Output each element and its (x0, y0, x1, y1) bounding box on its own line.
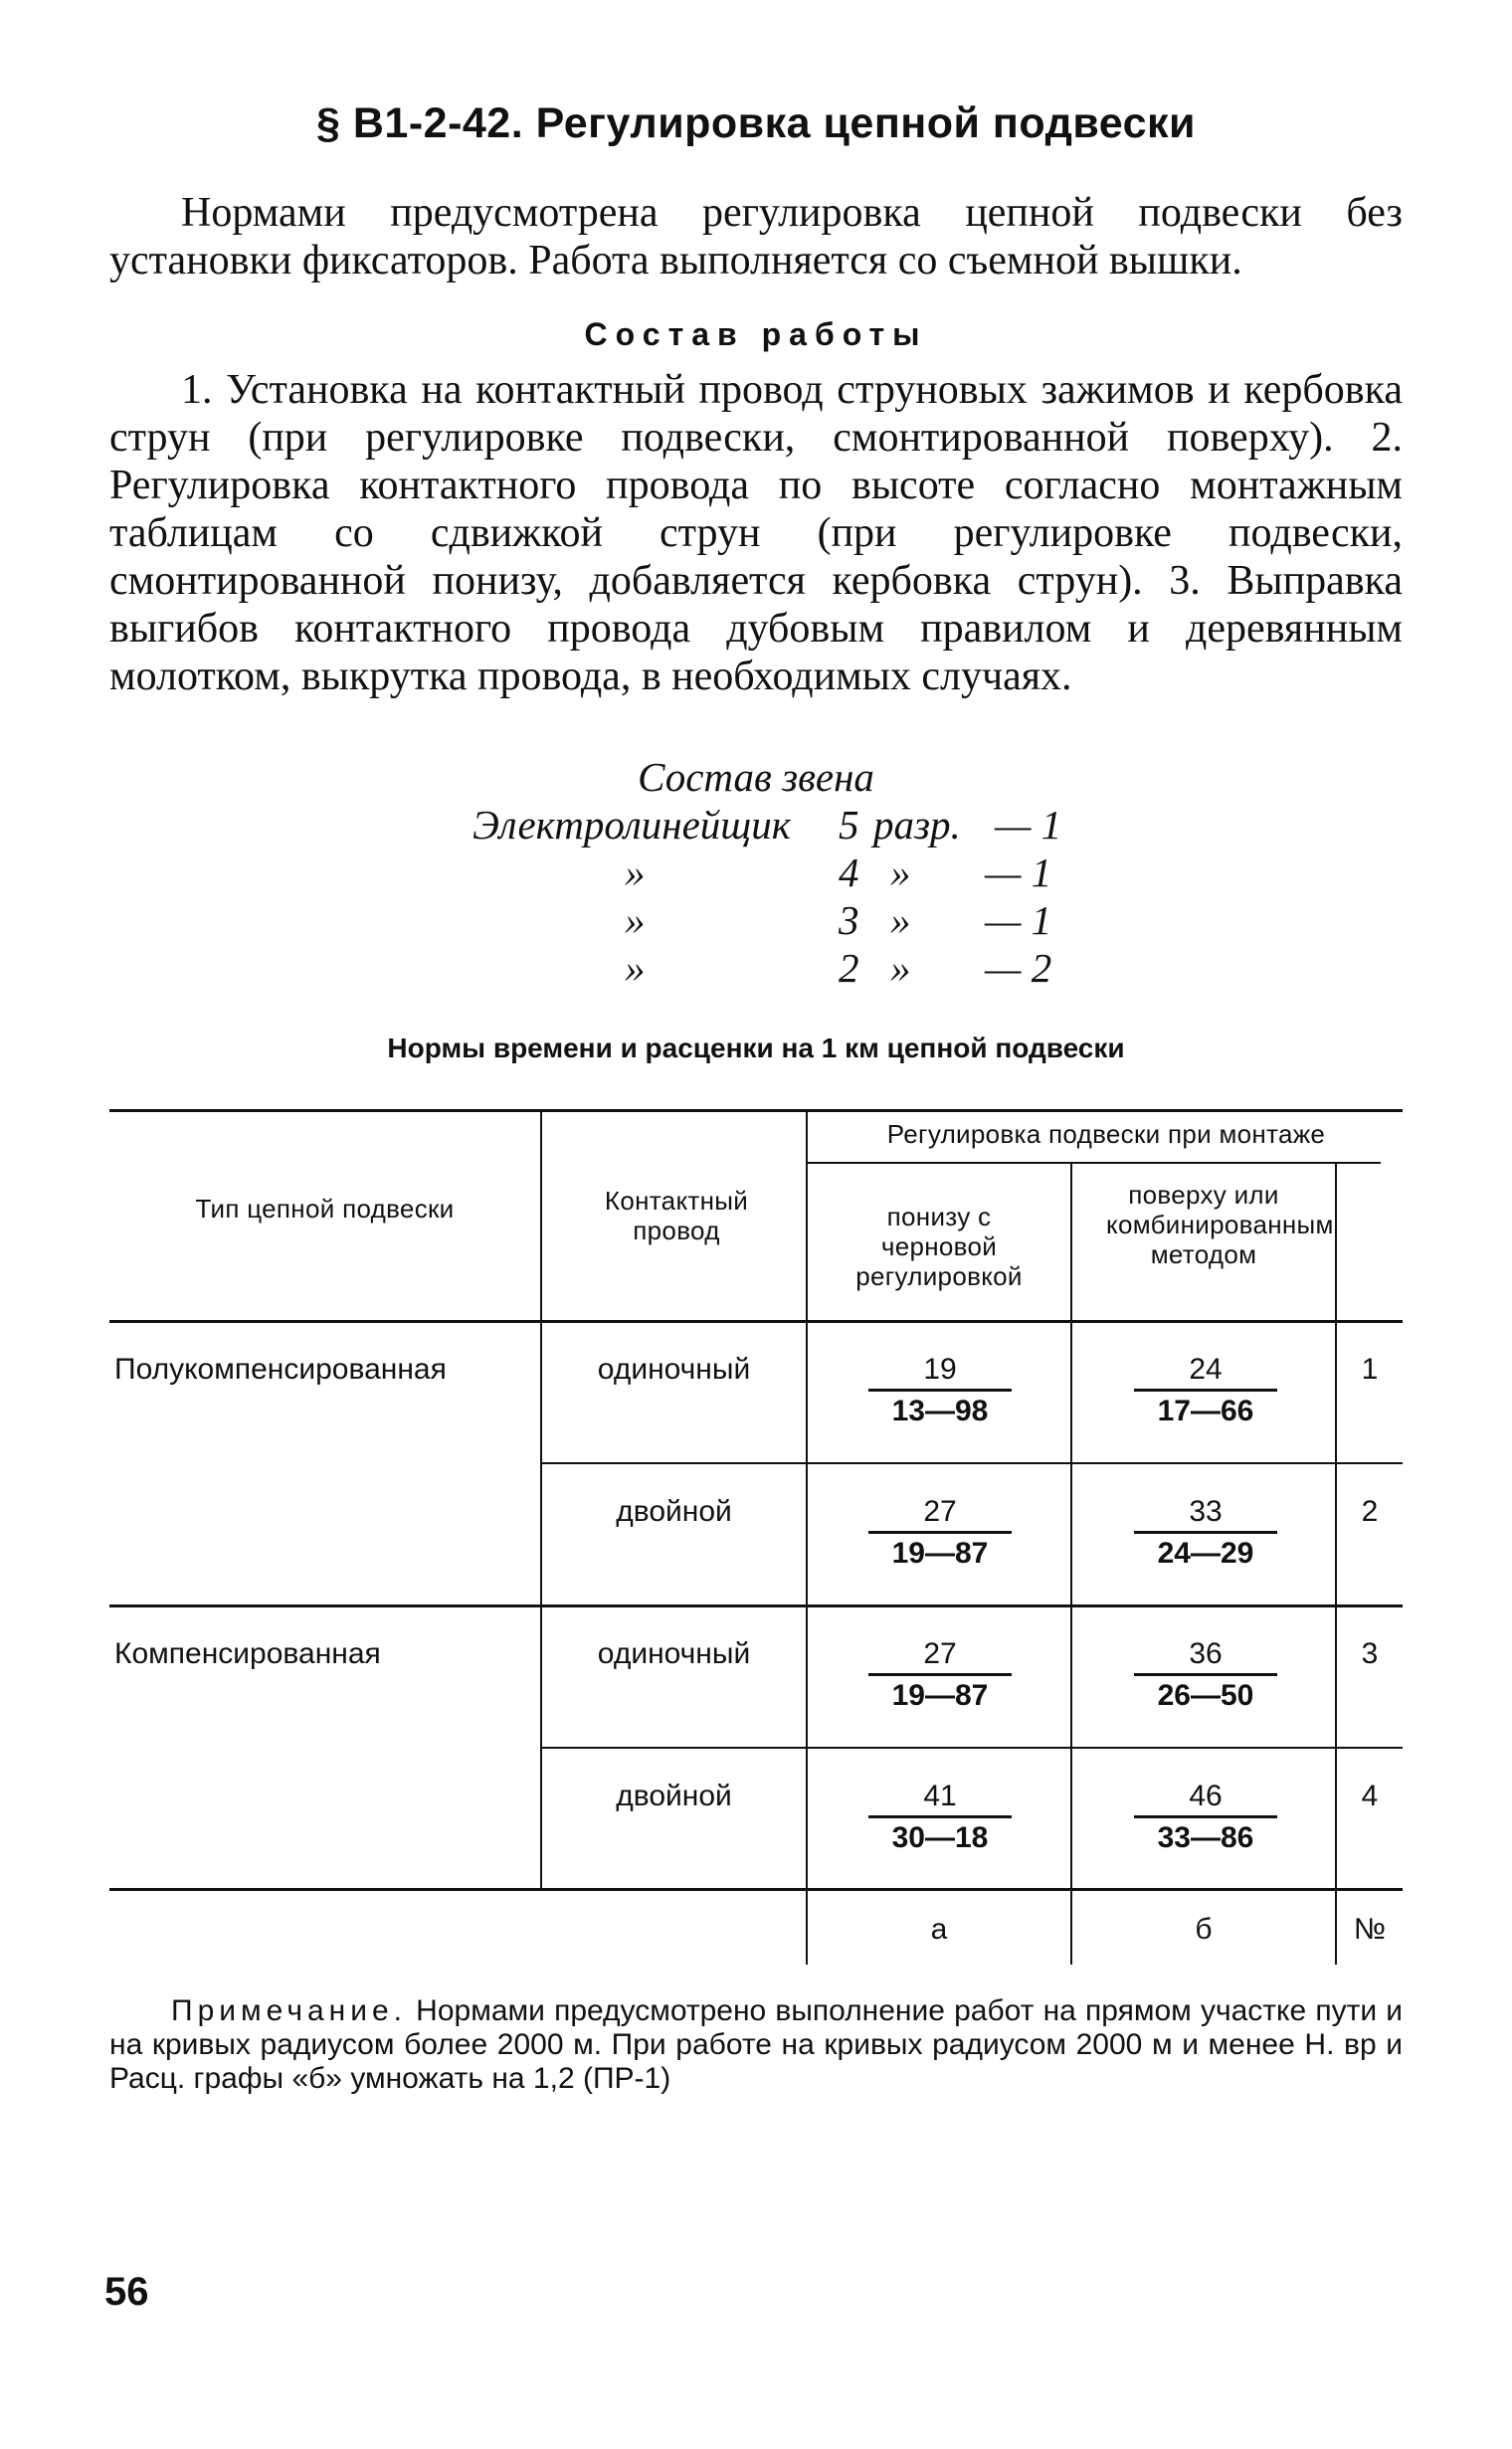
group-header-rule (806, 1162, 1381, 1164)
column-label-b: б (1195, 1913, 1213, 1946)
value-b (1136, 1351, 1275, 1429)
time-norm: 36 (1189, 1637, 1223, 1670)
row-wire: двойной (616, 1495, 732, 1528)
value-b (1136, 1635, 1275, 1714)
time-norm: 41 (923, 1780, 957, 1812)
rate: 13—98 (891, 1395, 989, 1427)
crew-grade: 2 (839, 945, 859, 991)
crew-name: » (625, 897, 646, 943)
value-a (870, 1635, 1010, 1714)
col-rule (806, 1109, 808, 1965)
header-col-b: поверху или комбинированным методом (1106, 1180, 1334, 1269)
value-a (870, 1778, 1010, 1856)
note-block (109, 1994, 1403, 2096)
rate: 17—66 (1157, 1395, 1254, 1427)
time-norm: 27 (923, 1637, 957, 1670)
crew-count: — 1 (985, 849, 1052, 895)
value-b (1136, 1493, 1275, 1572)
crew-row (0, 944, 1512, 992)
time-norm: 19 (923, 1353, 957, 1386)
crew-name: » (625, 849, 646, 895)
row-type: Компенсированная (114, 1637, 381, 1670)
crew-name: Электролинейщик (472, 802, 791, 848)
row-wire: одиночный (597, 1637, 751, 1670)
value-a (870, 1493, 1010, 1572)
row-number: 4 (1361, 1780, 1379, 1812)
row-type: Полукомпенсированная (114, 1353, 447, 1386)
page-number: 56 (104, 2270, 149, 2314)
crew-name: » (625, 945, 646, 991)
crew-grade: 4 (839, 849, 859, 895)
header-bottom-rule (109, 1320, 1403, 1323)
row-number: 2 (1361, 1495, 1379, 1528)
crew-row (0, 896, 1512, 944)
header-wire: Контактный провод (604, 1186, 749, 1245)
crew-count: — 1 (995, 802, 1062, 848)
row-number: 1 (1361, 1353, 1379, 1386)
header-col-a: понизу с черновой регулировкой (855, 1202, 1023, 1291)
time-norm: 27 (923, 1495, 957, 1528)
crew-unit: » (890, 945, 911, 991)
row-rule (540, 1747, 1403, 1749)
column-label-a: а (930, 1913, 948, 1946)
value-b (1136, 1778, 1275, 1856)
time-norm: 24 (1189, 1353, 1223, 1386)
crew-count: — 2 (985, 945, 1052, 991)
crew-count: — 1 (985, 897, 1052, 943)
row-number: 3 (1361, 1637, 1379, 1670)
col-rule (1070, 1162, 1072, 1965)
row-wire: одиночный (597, 1353, 751, 1386)
section-title: § В1-2-42. Регулировка цепной подвески (316, 99, 1196, 147)
crew-grade: 3 (839, 897, 859, 943)
crew-row (0, 801, 1512, 848)
crew-title: Состав звена (638, 754, 874, 800)
note-text: Нормами предусмотрено выполнение работ на прямом участке пути и на кривых радиусом более 2000 м. При работе на кривых радиусом 2000 м и менее Н. вр и Расц. графы «б» умножать на 1,2 (ПР-1) (109, 1994, 1404, 2095)
intro-paragraph: Нормами предусмотрена регулировка цепной подвески без установки фиксаторов. Работа выполняется со съемной вышки. (109, 190, 1403, 283)
work-description: 1. Установка на контактный провод струновых зажимов и кербовка струн (при регулировке подвески, смонтированной поверху). 2. Регулировка контактного провода по высоте согласно монтажным таблицам со сдвижкой струн (при регулировке подвески, смонтированной понизу, добавляется кербовка струн). 3. Выправка выгибов контактного провода дубовым правилом и деревянным молотком, выкрутка провода, в необходимых случаях. (109, 367, 1403, 699)
header-group: Регулировка подвески при монтаже (886, 1119, 1326, 1149)
column-label-number: № (1353, 1913, 1387, 1946)
crew-unit: разр. (873, 802, 961, 848)
note-label: Примечание. (171, 1994, 407, 2027)
table-bottom-rule (109, 1888, 1403, 1891)
crew-grade: 5 (839, 802, 859, 848)
rate: 19—87 (891, 1537, 989, 1570)
row-rule (109, 1604, 1403, 1607)
rate: 19—87 (891, 1679, 989, 1712)
rate: 26—50 (1157, 1679, 1254, 1712)
table-top-rule (109, 1109, 1403, 1112)
row-wire: двойной (616, 1780, 732, 1812)
time-norm: 33 (1189, 1495, 1223, 1528)
rate: 33—86 (1157, 1821, 1254, 1854)
crew-unit: » (890, 897, 911, 943)
header-type: Тип цепной подвески (195, 1194, 455, 1224)
crew-row (0, 848, 1512, 896)
row-rule (540, 1462, 1403, 1464)
rate: 30—18 (891, 1821, 989, 1854)
value-a (870, 1351, 1010, 1429)
col-rule (1335, 1162, 1337, 1965)
rate: 24—29 (1157, 1537, 1254, 1570)
crew-unit: » (890, 849, 911, 895)
time-norm: 46 (1189, 1780, 1223, 1812)
work-heading: Состав работы (584, 316, 928, 352)
table-title: Нормы времени и расценки на 1 км цепной подвески (387, 1033, 1125, 1063)
